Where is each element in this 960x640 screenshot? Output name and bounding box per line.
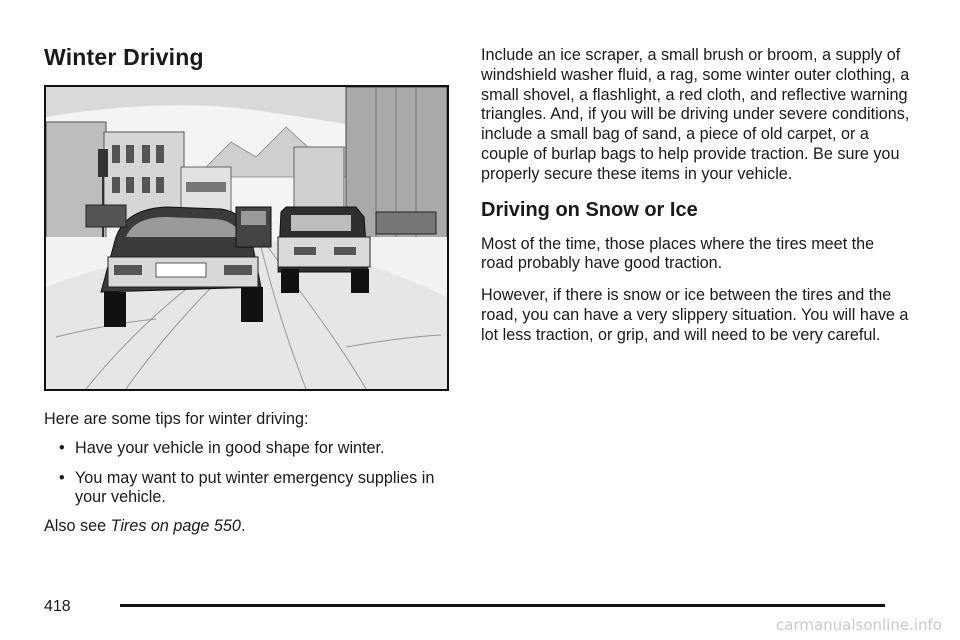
bullet-icon: • — [59, 438, 65, 457]
emergency-supplies-paragraph: Include an ice scraper, a small brush or broom, a supply of windshield washer fluid, a rag, some winter outer clothing, a small shovel, a flashlight, a red cloth, and reflective warning triangles. And, if you will be driving under severe conditions, include a small bag of sand, a piece of old carpet, or a couple of burlap bags to help provide traction. Be sure you properly secure these items in your vehicle. — [481, 46, 910, 183]
page-number: 418 — [44, 598, 71, 615]
watermark: carmanualsonline.info — [776, 616, 942, 634]
list-item — [44, 469, 449, 509]
bullet-text: You may want to put winter emergency supplies in your vehicle. — [75, 468, 435, 507]
see-also-link[interactable]: Tires on page 550 — [110, 517, 241, 536]
tips-intro: Here are some tips for winter driving: — [44, 410, 309, 428]
tips-list — [44, 439, 449, 508]
bullet-icon: • — [59, 468, 65, 487]
page-title: Winter Driving — [44, 44, 204, 70]
see-also-prefix: Also see — [44, 517, 111, 536]
section-heading: Driving on Snow or Ice — [481, 198, 698, 221]
left-column — [44, 42, 449, 537]
see-also-suffix: . — [240, 517, 246, 536]
footer-rule — [120, 604, 885, 607]
winter-driving-illustration — [44, 85, 449, 391]
bullet-text: Have your vehicle in good shape for winter. — [75, 438, 385, 457]
see-also — [44, 517, 449, 537]
slippery-paragraph: However, if there is snow or ice between the tires and the road, you can have a very slippery situation. You will have a lot less traction, or grip, and will need to be very careful. — [481, 286, 909, 344]
winter-street-sketch — [46, 87, 447, 389]
right-column — [481, 46, 911, 358]
list-item — [44, 439, 449, 459]
traction-paragraph: Most of the time, those places where the tires meet the road probably have good traction. — [481, 234, 875, 273]
